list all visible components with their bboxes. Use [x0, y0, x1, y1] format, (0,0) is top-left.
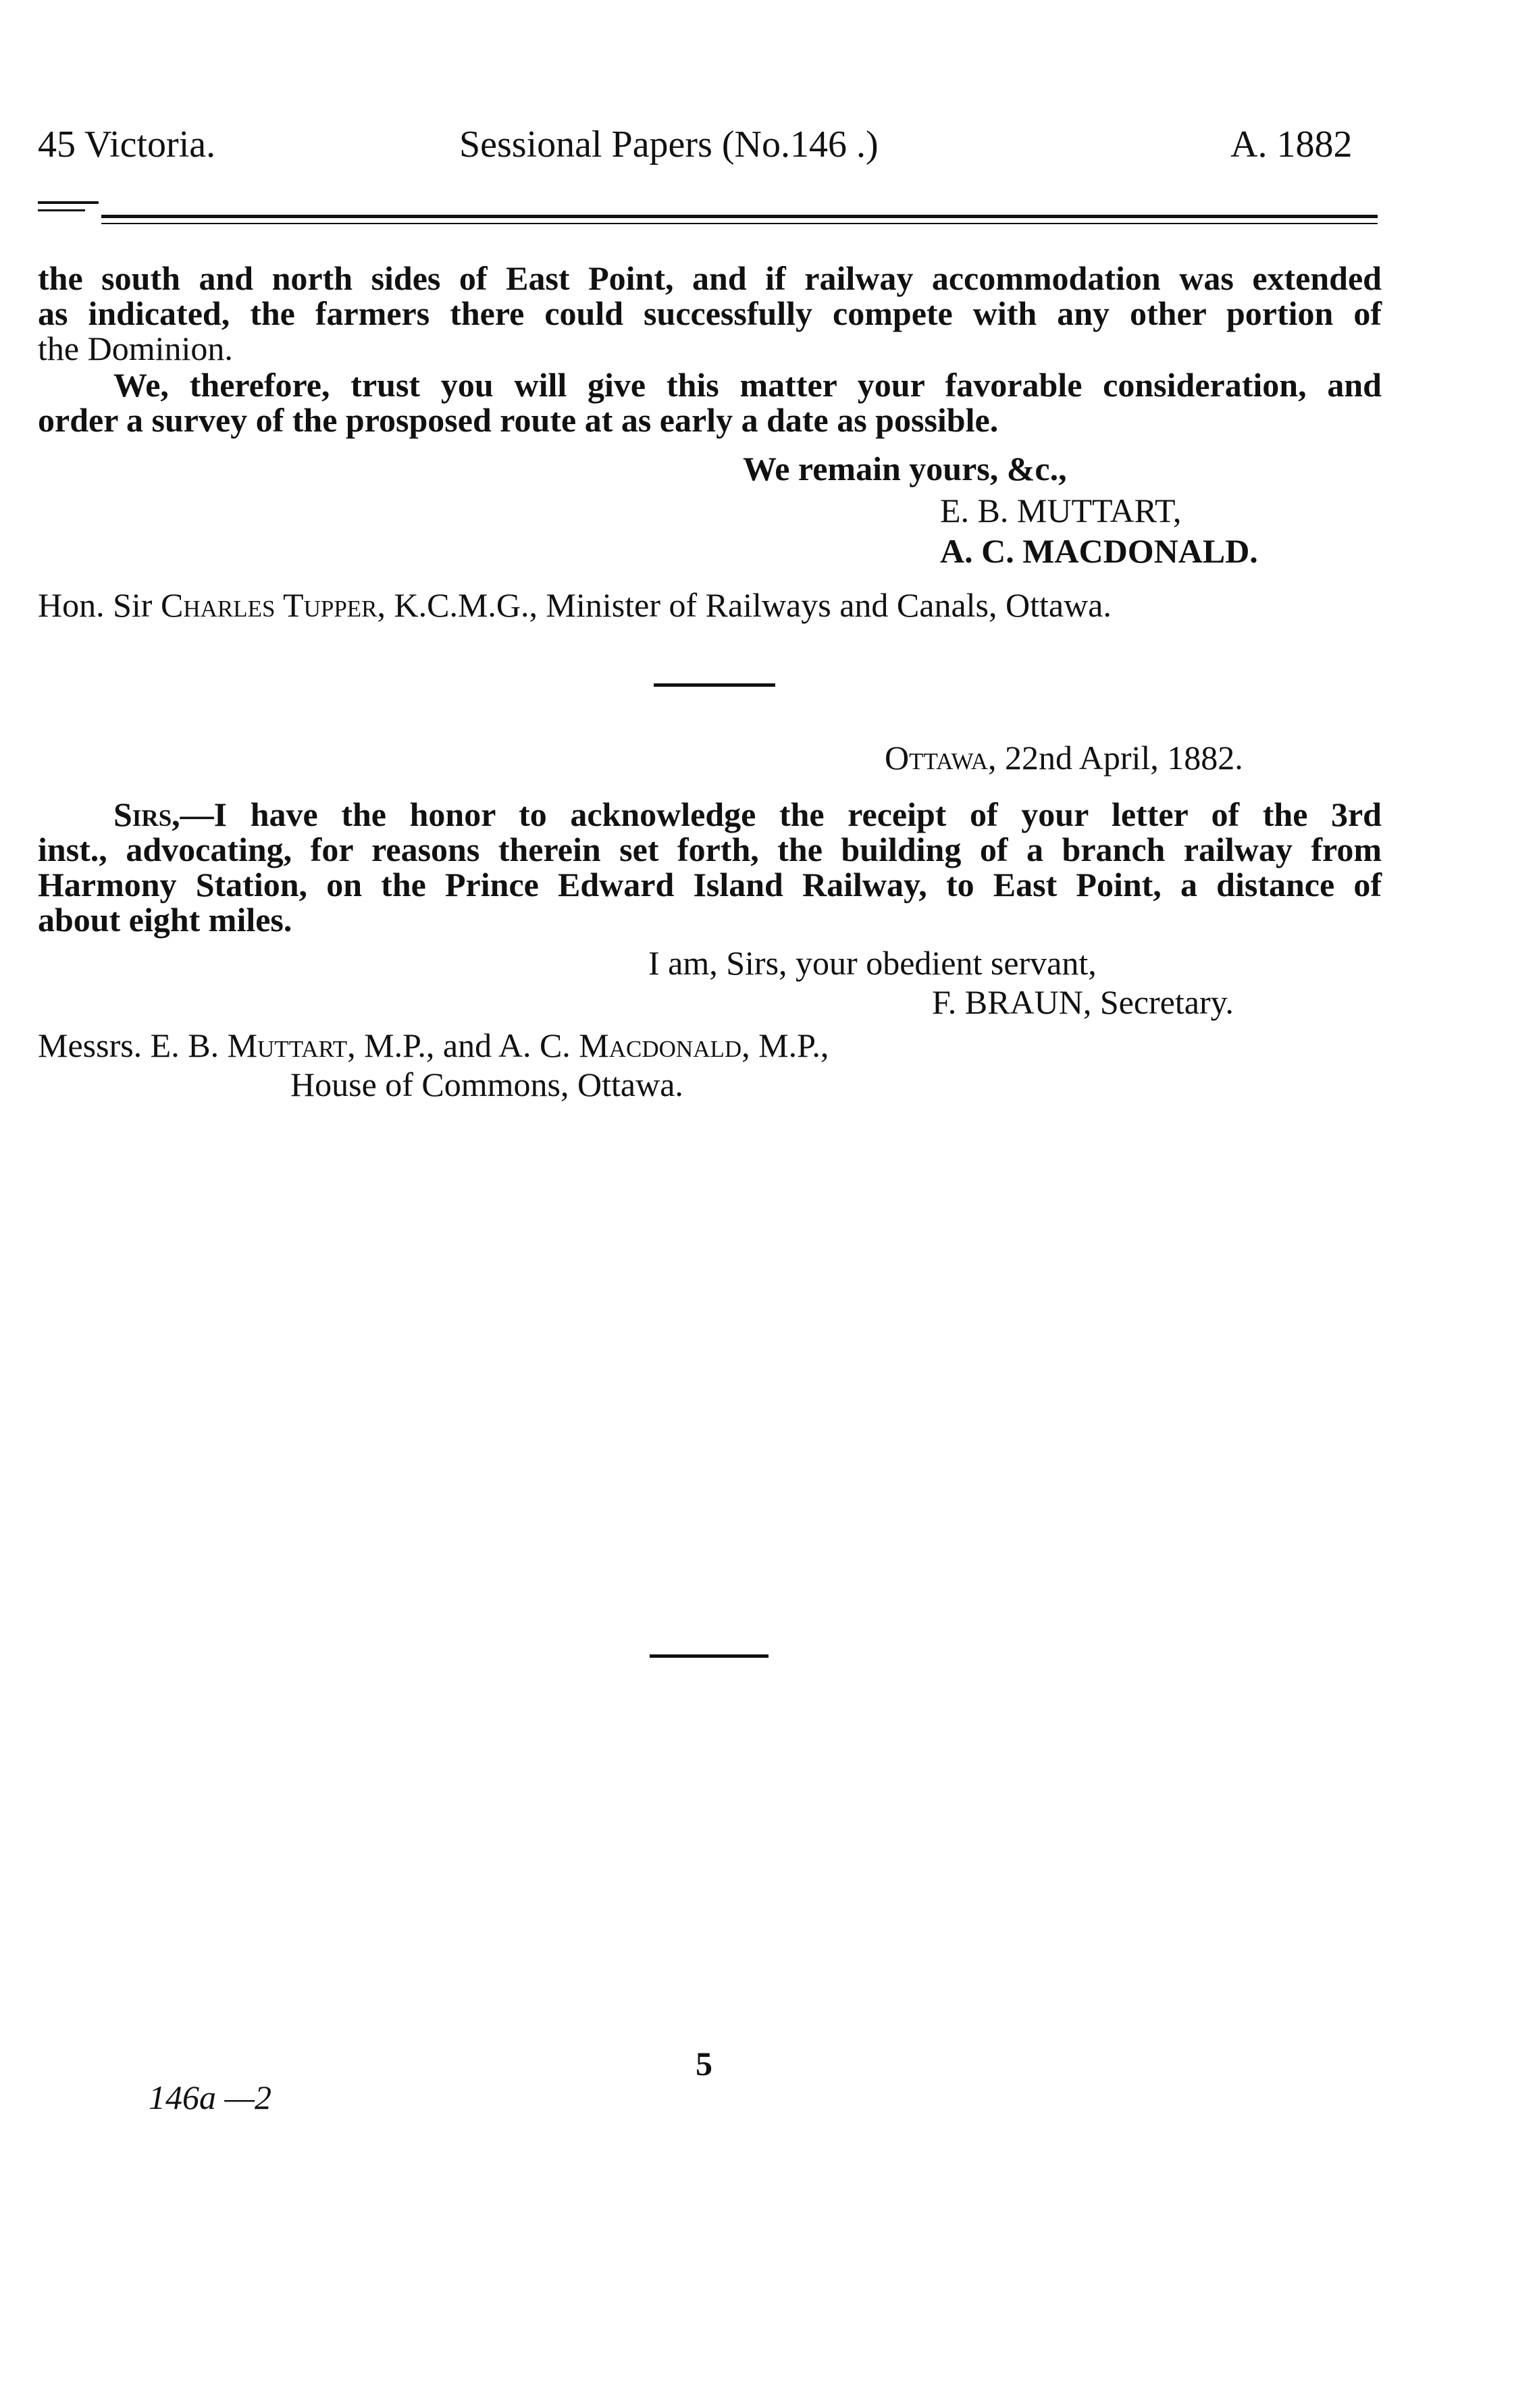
letter1-closing: We remain yours, &c.,	[743, 450, 1067, 488]
header-title: Sessional Papers (No.146 .)	[459, 124, 879, 165]
letter1-line-2: as indicated, the farmers there could successfully compete with any other portion of	[38, 294, 1382, 332]
letter2-addressee-line-2: House of Commons, Ottawa.	[290, 1066, 683, 1103]
header-rule	[101, 215, 1378, 218]
letter1-line-3: the Dominion.	[38, 330, 233, 367]
letter2-dateline	[885, 740, 1243, 775]
letter2-line-4: about eight miles.	[38, 901, 292, 939]
letter1-signer-1: E. B. MUTTART,	[940, 492, 1182, 529]
letter2-paragraph	[38, 797, 1382, 937]
letter2-addressee-name-1: Muttart	[227, 1026, 348, 1064]
letter1-signer-2: A. C. MACDONALD.	[940, 532, 1258, 570]
letter1-paragraph-2	[38, 367, 1382, 438]
letter2-line-2: inst., advocating, for reasons therein set forth, the building of a branch railway from	[38, 831, 1382, 868]
header-rule-short	[38, 201, 99, 204]
letter2-salutation: Sirs	[113, 795, 172, 833]
letter2-addressee-name-2: Macdonald	[579, 1026, 742, 1064]
header-volume: 45 Victoria.	[38, 124, 216, 165]
header-rule-thin	[101, 223, 1378, 224]
letter2-line-1	[38, 797, 1382, 832]
header-rule-short-2	[38, 209, 85, 211]
letter2-line-1-text: ,—I have the honor to acknowledge the receipt of your letter of the 3rd	[172, 795, 1382, 833]
letter2-addressee	[38, 1028, 829, 1063]
letter1-addressee	[38, 587, 1112, 623]
separator-rule-2	[650, 1654, 768, 1658]
header-year: A. 1882	[1230, 124, 1353, 165]
separator-rule-1	[654, 683, 775, 687]
letter1-p2-line-1: We, therefore, trust you will give this matter your favorable consideration, and	[113, 366, 1382, 404]
letter2-signer: F. BRAUN, Secretary.	[932, 983, 1234, 1021]
letter2-date: , 22nd April, 1882.	[987, 739, 1243, 777]
letter2-line-3: Harmony Station, on the Prince Edward Island Railway, to East Point, a distance of	[38, 866, 1382, 904]
letter2-addressee-mid: , M.P., and A. C.	[347, 1026, 579, 1064]
page-number: 5	[696, 2045, 712, 2083]
letter1-addressee-prefix: Hon. Sir	[38, 586, 161, 624]
signature-mark: 146a —2	[149, 2078, 271, 2116]
letter2-addressee-end: , M.P.,	[741, 1026, 829, 1064]
letter1-line-1: the south and north sides of East Point, and if railway accommodation was extended	[38, 259, 1382, 297]
letter1-paragraph	[38, 261, 1382, 366]
letter2-place: Ottawa	[885, 739, 988, 777]
letter1-p2-line-2: order a survey of the prosposed route at as early a date as possible.	[38, 401, 999, 439]
letter2-addressee-prefix: Messrs. E. B.	[38, 1026, 228, 1064]
letter1-addressee-name: Charles Tupper	[160, 586, 377, 624]
letter2-closing: I am, Sirs, your obedient servant,	[648, 944, 1097, 982]
letter1-addressee-rest: , K.C.M.G., Minister of Railways and Canals, Ottawa.	[377, 586, 1112, 624]
